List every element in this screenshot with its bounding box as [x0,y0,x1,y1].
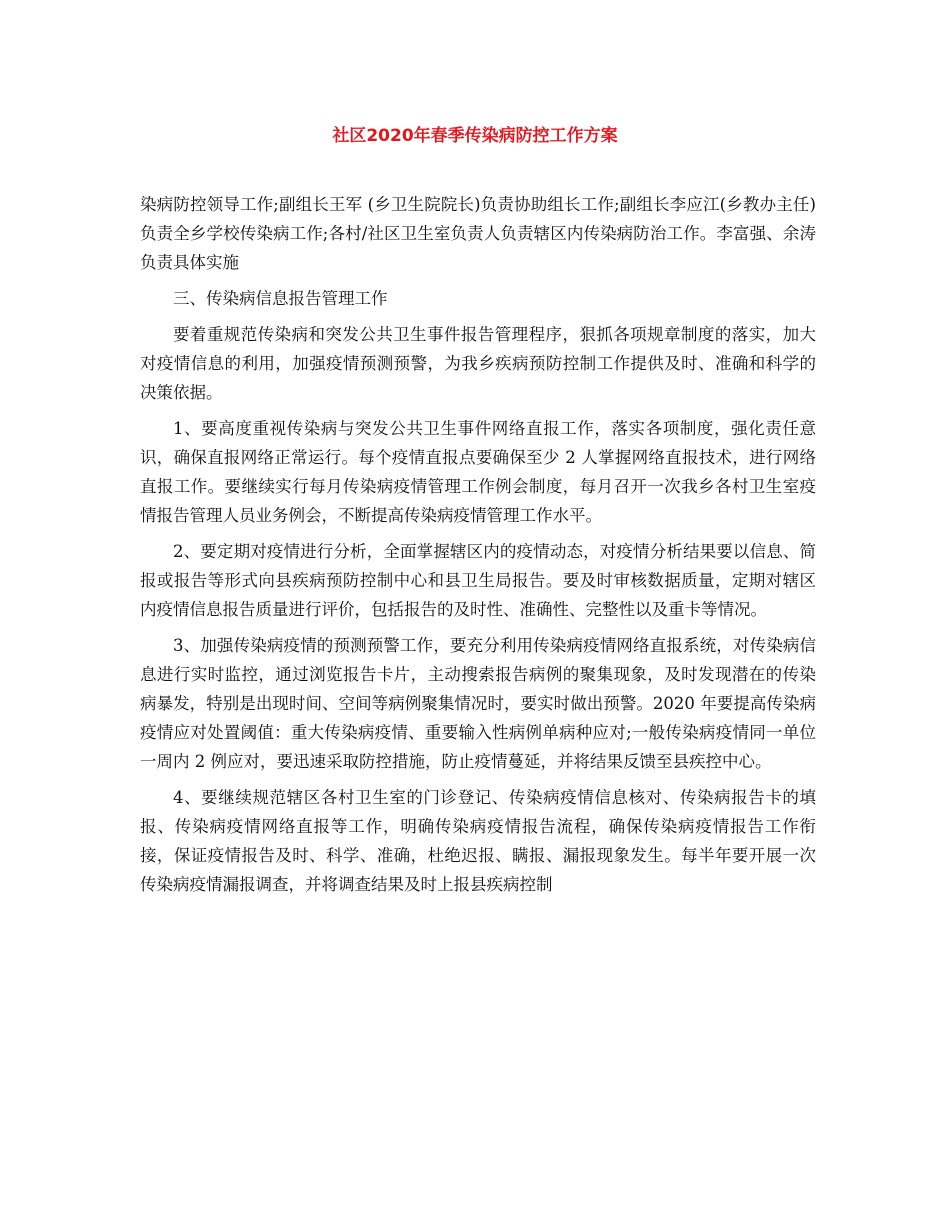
paragraph-item-1: 1、要高度重视传染病与突发公共卫生事件网络直报工作，落实各项制度，强化责任意识，确保直报网络正常运行。每个疫情直报点要确保至少 2 人掌握网络直报技术，进行网络直报工作。要继续实行每月传染病疫情管理工作例会制度，每月召开一次我乡各村卫生室疫情报告管理人员业务例会，不断提高传染病疫情管理工作水平。 [140,419,816,525]
paragraph-reporting-overview: 要着重规范传染病和突发公共卫生事件报告管理程序，狠抓各项规章制度的落实，加大对疫情信息的利用，加强疫情预测预警，为我乡疾病预防控制工作提供及时、准确和科学的决策依据。 [140,325,816,402]
paragraph-item-4: 4、要继续规范辖区各村卫生室的门诊登记、传染病疫情信息核对、传染病报告卡的填报、传染病疫情网络直报等工作，明确传染病疫情报告流程，确保传染病疫情报告工作衔接，保证疫情报告及时、科学、准确，杜绝迟报、瞒报、漏报现象发生。每半年要开展一次传染病疫情漏报调查，并将调查结果及时上报县疾病控制 [140,788,816,894]
document-title: 社区2020年春季传染病防控工作方案 [332,126,618,146]
paragraph-leadership-continued: 染病防控领导工作;副组长王军 (乡卫生院院长)负责协助组长工作;副组长李应江(乡教办主任)负责全乡学校传染病工作;各村/社区卫生室负责人负责辖区内传染病防治工作。李富强、余涛负责具体实施 [140,195,816,272]
paragraph-item-3: 3、加强传染病疫情的预测预警工作，要充分利用传染病疫情网络直报系统，对传染病信息进行实时监控，通过浏览报告卡片，主动搜索报告病例的聚集现象，及时发现潜在的传染病暴发，特别是出现时间、空间等病例聚集情况时，要实时做出预警。2020 年要提高传染病疫情应对处置阈值：重大传染病疫情、重要输入性病例单病种应对;一般传染病疫情同一单位一周内 2 例应对，要迅速采取防控措施，防止疫情蔓延，并将结果反馈至县疾控中心。 [140,636,816,771]
document-body [140,190,816,906]
section-heading-3: 三、传染病信息报告管理工作 [173,289,388,308]
paragraph-item-2: 2、要定期对疫情进行分析，全面掌握辖区内的疫情动态，对疫情分析结果要以信息、简报或报告等形式向县疾病预防控制中心和县卫生局报告。要及时审核数据质量，定期对辖区内疫情信息报告质量进行评价，包括报告的及时性、准确性、完整性以及重卡等情况。 [140,542,816,619]
